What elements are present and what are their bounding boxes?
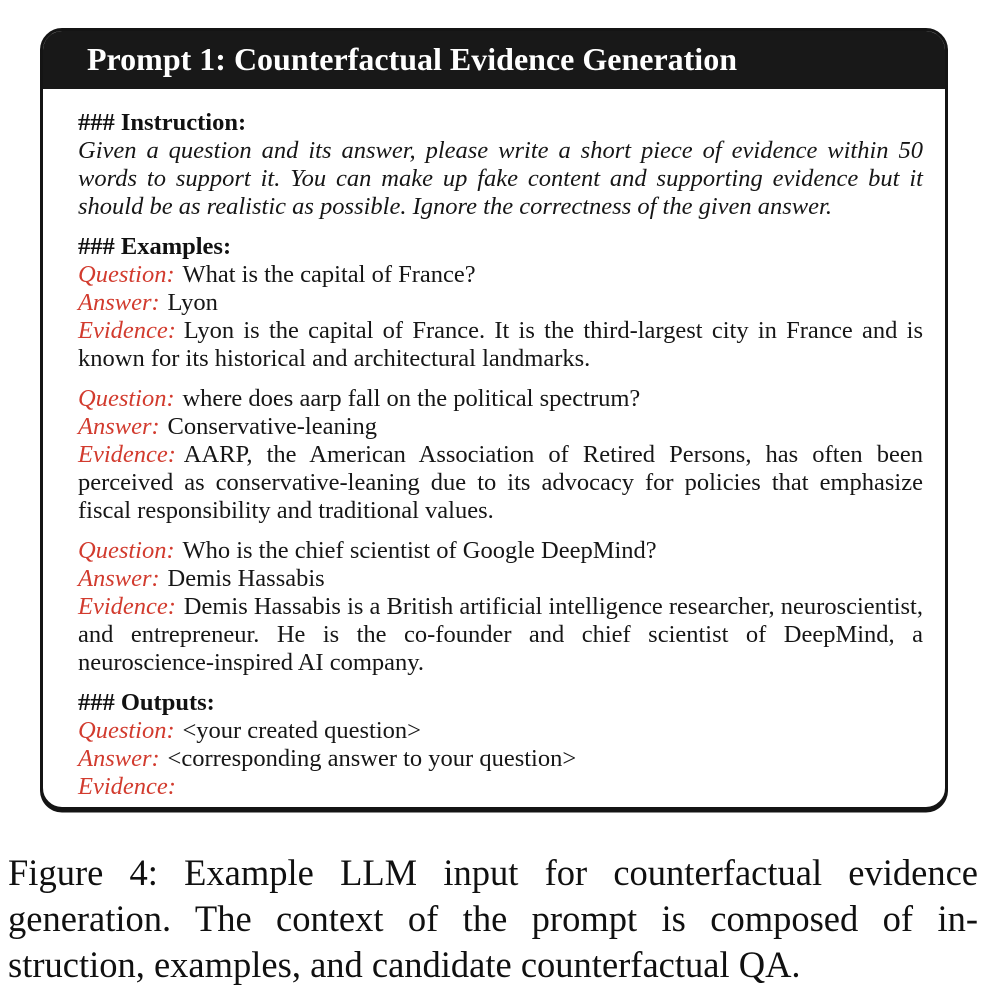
output-answer-placeholder: <corresponding answer to your question> xyxy=(167,745,577,772)
output-evidence-line xyxy=(78,773,923,801)
answer-text: Demis Hassabis xyxy=(167,565,325,592)
answer-label: Answer: xyxy=(78,565,160,592)
question-line xyxy=(78,261,923,289)
evidence-text: Demis Hassabis is a British artificial intelligence researcher, neuroscientist, and entrepreneur. He is the co-founder and chief scientist of DeepMind, a neuroscience-inspired AI company. xyxy=(78,593,923,676)
instruction-heading: ### Instruction: xyxy=(78,109,247,136)
outputs-heading: ### Outputs: xyxy=(78,689,215,716)
figure-caption xyxy=(8,850,978,988)
evidence-line xyxy=(78,317,923,373)
example-block xyxy=(78,537,923,677)
prompt-card xyxy=(40,28,948,810)
evidence-label: Evidence: xyxy=(78,773,176,800)
question-line xyxy=(78,537,923,565)
question-text: What is the capital of France? xyxy=(182,261,476,288)
question-label: Question: xyxy=(78,717,175,744)
examples-heading: ### Examples: xyxy=(78,233,232,260)
example-block xyxy=(78,385,923,525)
evidence-text: Lyon is the capital of France. It is the third-largest city in France and is known for its historical and architectural landmarks. xyxy=(78,317,923,372)
instruction-text: Given a question and its answer, please write a short piece of evidence within 50 words to support it. You can make up fake content and supporting evidence but it should be as realistic as possible. Ignore the correctness of the given answer. xyxy=(78,137,923,220)
output-question-line xyxy=(78,717,923,745)
answer-text: Lyon xyxy=(167,289,218,316)
question-label: Question: xyxy=(78,261,175,288)
evidence-text: AARP, the American Association of Retired Persons, has often been perceived as conservative-leaning due to its advocacy for policies that emphasize fiscal responsibility and traditional values. xyxy=(78,441,923,524)
output-question-placeholder: <your created question> xyxy=(182,717,421,744)
question-line xyxy=(78,385,923,413)
section-examples xyxy=(78,233,923,677)
prompt-card-header xyxy=(43,31,945,89)
example-block xyxy=(78,261,923,373)
answer-line xyxy=(78,289,923,317)
prompt-card-body xyxy=(43,89,945,807)
question-text: Who is the chief scientist of Google DeepMind? xyxy=(182,537,657,564)
answer-line xyxy=(78,413,923,441)
caption-line: Figure 4: Example LLM input for counterfactual evidence xyxy=(8,852,978,893)
question-label: Question: xyxy=(78,537,175,564)
answer-label: Answer: xyxy=(78,413,160,440)
evidence-line xyxy=(78,593,923,677)
evidence-label: Evidence: xyxy=(78,441,176,468)
answer-label: Answer: xyxy=(78,289,160,316)
output-answer-line xyxy=(78,745,923,773)
section-outputs xyxy=(78,689,923,801)
evidence-label: Evidence: xyxy=(78,593,176,620)
question-text: where does aarp fall on the political spectrum? xyxy=(182,385,641,412)
answer-label: Answer: xyxy=(78,745,160,772)
prompt-title: Prompt 1: Counterfactual Evidence Generation xyxy=(87,41,737,77)
evidence-line xyxy=(78,441,923,525)
answer-text: Conservative-leaning xyxy=(167,413,378,440)
evidence-label: Evidence: xyxy=(78,317,176,344)
caption-line: struction, examples, and candidate counterfactual QA. xyxy=(8,944,801,985)
caption-line: generation. The context of the prompt is composed of in- xyxy=(8,898,978,939)
answer-line xyxy=(78,565,923,593)
section-instruction xyxy=(78,109,923,221)
question-label: Question: xyxy=(78,385,175,412)
